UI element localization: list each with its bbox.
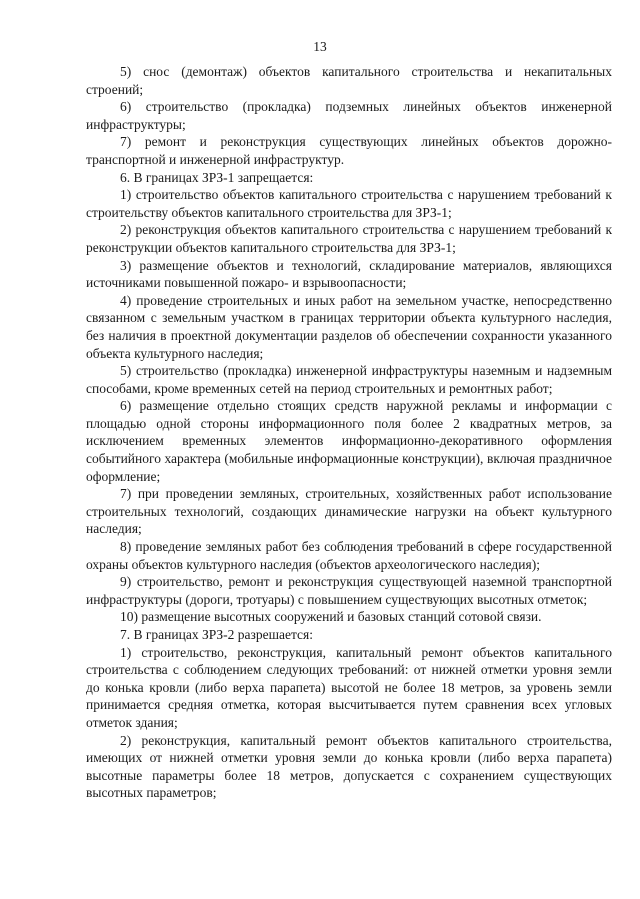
paragraph-zrz1-item-1: 1) строительство объектов капитального строительства с нарушением требований к строительству объектов капитального строительства для ЗРЗ-1; [86, 187, 612, 220]
section-7-heading: 7. В границах ЗРЗ-2 разрешается: [120, 627, 313, 642]
paragraph-zrz1-item-7: 7) при проведении земляных, строительных, хозяйственных работ использование строительных технологий, создающих динамические нагрузки на объект культурного наследия; [86, 486, 612, 537]
paragraph-zrz1-item-8: 8) проведение земляных работ без соблюдения требований в сфере государственной охраны объектов культурного наследия (объектов археологического наследия); [86, 539, 612, 572]
page-number: 13 [313, 39, 327, 54]
paragraph-5-demolition: 5) снос (демонтаж) объектов капитального строительства и некапитальных строений; [86, 64, 612, 97]
paragraph-zrz1-item-2: 2) реконструкция объектов капитального строительства с нарушением требований к реконструкции объектов капитального строительства для ЗРЗ-1; [86, 222, 612, 255]
paragraph-zrz1-item-5: 5) строительство (прокладка) инженерной инфраструктуры наземным и надземным способами, кроме временных сетей на период строительных и ремонтных работ; [86, 363, 612, 396]
document-body [86, 63, 612, 802]
paragraph-zrz1-item-3: 3) размещение объектов и технологий, складирование материалов, являющихся источниками повышенной пожаро- и взрывоопасности; [86, 257, 612, 291]
paragraph-6-underground-lines: 6) строительство (прокладка) подземных линейных объектов инженерной инфраструктуры; [86, 99, 612, 132]
paragraph-zrz1-item-9: 9) строительство, ремонт и реконструкция существующей наземной транспортной инфраструктуры (дороги, тротуары) с повышением существующих высотных отметок; [86, 574, 612, 607]
paragraph-zrz2-item-1: 1) строительство, реконструкция, капитальный ремонт объектов капитального строительства с соблюдением следующих требований: от нижней отметки уровня земли до конька кровли (либо верха парапета) высотой не более 18 метров, за уровень земли принимается средняя отметка, которая высчитывается путем сравнения всех угловых отметок здания; [86, 644, 612, 730]
paragraph-7-repair-lines: 7) ремонт и реконструкция существующих линейных объектов дорожно-транспортной и инженерной инфраструктур. [86, 134, 612, 167]
paragraph-zrz1-item-4: 4) проведение строительных и иных работ на земельном участке, непосредственно связанном с земельным участком в границах территории объекта культурного наследия, без наличия в проектной документации разделов об обеспечении сохранности указанного объекта культурного наследия; [86, 292, 612, 361]
paragraph-zrz2-item-2: 2) реконструкция, капитальный ремонт объектов капитального строительства, имеющих от нижней отметки уровня земли до конька кровли (либо верха парапета) высотные параметры более 18 метров, допускается с сохранением существующих высотных параметров; [86, 732, 612, 801]
section-6-heading: 6. В границах ЗРЗ-1 запрещается: [120, 169, 314, 185]
paragraph-zrz1-item-10: 10) размещение высотных сооружений и базовых станций сотовой связи. [120, 609, 542, 625]
paragraph-zrz1-item-6: 6) размещение отдельно стоящих средств наружной рекламы и информации с площадью одной стороны информационного поля более 2 квадратных метров, за исключением временных элементов информационно-декоративного оформления событийного характера (мобильные информационные конструкции), включая праздничное оформление; [86, 398, 612, 484]
